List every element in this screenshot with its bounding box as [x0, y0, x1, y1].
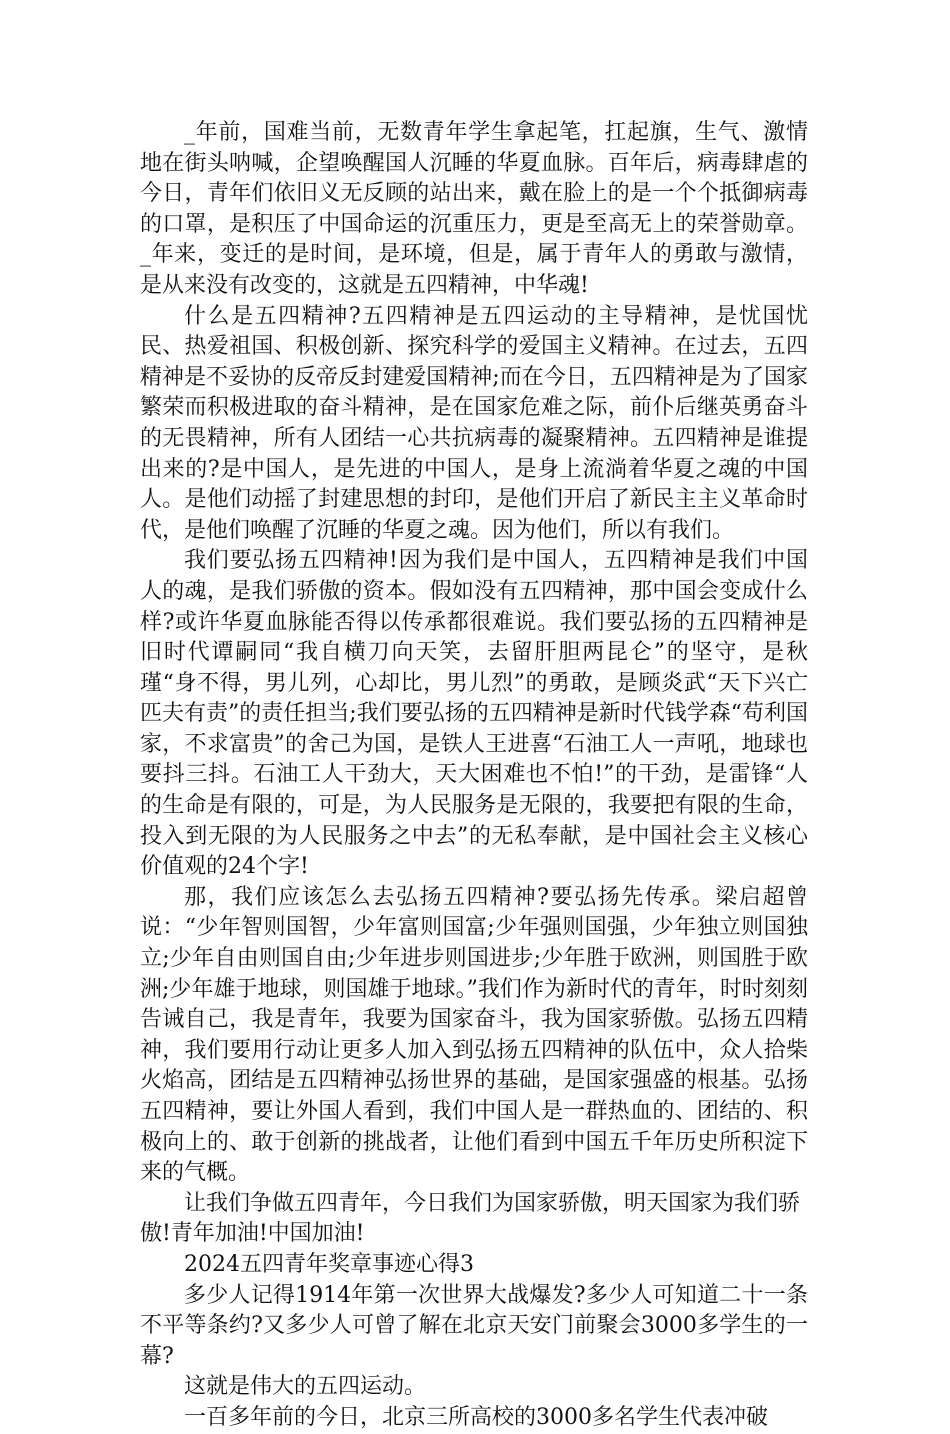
paragraph-century-ago: 一百多年前的今日，北京三所高校的3000多名学生代表冲破	[184, 1404, 768, 1430]
paragraph-what-is-may-fourth-spirit: 什么是五四精神?五四精神是五四运动的主导精神，是忧国忧民、热爱祖国、积极创新、探究科学的爱国主义精神。在过去，五四精神是不妥协的反帝反封建爱国精神;而在今日，五四精神是为了国家繁荣而积极进取的奋斗精神，是在国家危难之际，前仆后继英勇奋斗的无畏精神，所有人团结一心共抗病毒的凝聚精神。五四精神是谁提出来的?是中国人，是先进的中国人，是身上流淌着华夏之魂的中国人。是他们动摇了封建思想的封印，是他们开启了新民主主义革命时代，是他们唤醒了沉睡的华夏之魂。因为他们，所以有我们。	[140, 303, 808, 543]
paragraph-promote-spirit: 我们要弘扬五四精神!因为我们是中国人，五四精神是我们中国人的魂，是我们骄傲的资本。假如没有五四精神，那中国会变成什么样?或许华夏血脉能否得以传承都很难说。我们要弘扬的五四精神是旧时代谭嗣同“我自横刀向天笑，去留肝胆两昆仑”的坚守，是秋瑾“身不得，男儿列，心却比，男儿烈”的勇敢，是顾炎武“天下兴亡匹夫有责”的责任担当;我们要弘扬的五四精神是新时代钱学森“苟利国家，不求富贵”的舍己为国，是铁人王进喜“石油工人一声吼，地球也要抖三抖。石油工人干劲大，天大困难也不怕!”的干劲，是雷锋“人的生命是有限的，可是，为人民服务是无限的，我要把有限的生命，投入到无限的为人民服务之中去”的无私奉献，是中国社会主义核心价值观的24个字!	[140, 548, 808, 880]
document-body	[140, 118, 808, 1434]
paragraph-how-to-promote: 那，我们应该怎么去弘扬五四精神?要弘扬先传承。梁启超曾说：“少年智则国智，少年富则国富;少年强则国强，少年独立则国独立;少年自由则国自由;少年进步则国进步;少年胜于欧洲，则国胜于欧洲;少年雄于地球，则国雄于地球。”我们作为新时代的青年，时时刻刻告诫自己，我是青年，我要为国家奋斗，我为国家骄傲。弘扬五四精神，我们要用行动让更多人加入到弘扬五四精神的队伍中，众人拾柴火焰高，团结是五四精神弘扬世界的基础，是国家强盛的根基。弘扬五四精神，要让外国人看到，我们中国人是一群热血的、团结的、积极向上的、敢于创新的挑战者，让他们看到中国五千年历史所积淀下来的气概。	[140, 884, 808, 1186]
section-heading: 2024五四青年奖章事迹心得3	[184, 1251, 474, 1277]
paragraph-who-remembers: 多少人记得1914年第一次世界大战爆发?多少人可知道二十一条不平等条约?又多少人可曾了解在北京天安门前聚会3000多学生的一幕?	[140, 1282, 808, 1369]
paragraph-closing-cheer: 让我们争做五四青年，今日我们为国家骄傲，明天国家为我们骄傲!青年加油!中国加油!	[140, 1190, 801, 1247]
paragraph-youth-courage: _年前，国难当前，无数青年学生拿起笔，扛起旗，生气、激情地在街头呐喊，企望唤醒国人沉睡的华夏血脉。百年后，病毒肆虐的今日，青年们依旧义无反顾的站出来，戴在脸上的是一个个抵御病毒的口罩，是积压了中国命运的沉重压力，更是至高无上的荣誉勋章。_年来，变迁的是时间，是环境，但是，属于青年人的勇敢与激情，是从来没有改变的，这就是五四精神，中华魂!	[140, 120, 808, 298]
paragraph-great-movement: 这就是伟大的五四运动。	[184, 1374, 427, 1400]
